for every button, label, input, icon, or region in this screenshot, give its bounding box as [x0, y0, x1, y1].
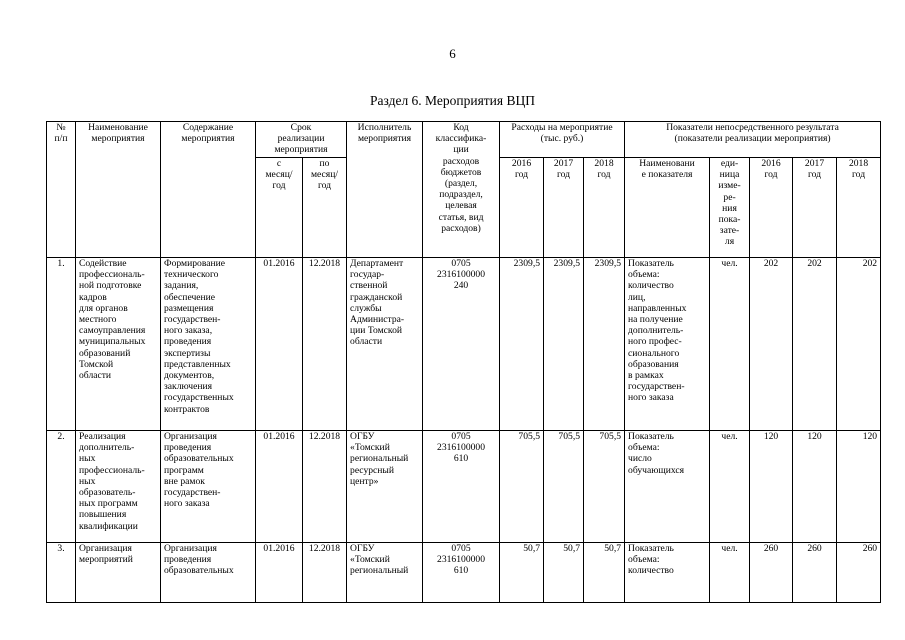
- row-code: 0705 2316100000 610: [423, 543, 500, 603]
- row-val-2017: 120: [793, 431, 837, 543]
- header-expenses: Расходы на мероприятие (тыс. руб.): [500, 122, 625, 158]
- row-name: Содействие профессиональ- ной подготовке кадров для органов местного самоуправления муниципальных образований Томской области: [76, 258, 161, 431]
- row-exp-2016: 2309,5: [500, 258, 544, 431]
- row-unit: чел.: [710, 258, 750, 431]
- header-indicator-name: Наименовани е показателя: [625, 158, 710, 258]
- row-indicator: Показатель объема: количество: [625, 543, 710, 603]
- row-unit: чел.: [710, 431, 750, 543]
- row-val-2017: 260: [793, 543, 837, 603]
- row-num: 2.: [47, 431, 76, 543]
- table-row: [47, 543, 881, 603]
- header-term-to: по месяц/ год: [303, 158, 347, 258]
- row-content: Организация проведения образовательных программ вне рамок государствен- ного заказа: [161, 431, 256, 543]
- measures-table: [46, 121, 881, 603]
- row-to: 12.2018: [303, 431, 347, 543]
- row-unit: чел.: [710, 543, 750, 603]
- row-executor: Департамент государ- ственной гражданской службы Администра- ции Томской области: [347, 258, 423, 431]
- header-exp-2017: 2017 год: [544, 158, 584, 258]
- row-num: 1.: [47, 258, 76, 431]
- row-content: Формирование технического задания, обеспечение размещения государствен- ного заказа, проведения экспертизы представленных документов, заключения государственных контрактов: [161, 258, 256, 431]
- row-to: 12.2018: [303, 543, 347, 603]
- header-val-2017: 2017 год: [793, 158, 837, 258]
- row-num: 3.: [47, 543, 76, 603]
- header-num: № п/п: [47, 122, 76, 258]
- row-from: 01.2016: [256, 431, 303, 543]
- row-content: Организация проведения образовательных: [161, 543, 256, 603]
- row-exp-2017: 50,7: [544, 543, 584, 603]
- table-row: [47, 431, 881, 543]
- header-exp-2018: 2018 год: [584, 158, 625, 258]
- row-exp-2018: 2309,5: [584, 258, 625, 431]
- header-exp-2016: 2016 год: [500, 158, 544, 258]
- row-exp-2018: 705,5: [584, 431, 625, 543]
- page-number: 6: [449, 46, 456, 61]
- row-exp-2017: 2309,5: [544, 258, 584, 431]
- header-val-2016: 2016 год: [750, 158, 793, 258]
- row-name: Реализация дополнитель- ных профессиональ- ных образователь- ных программ повышения квалификации: [76, 431, 161, 543]
- row-code: 0705 2316100000 240: [423, 258, 500, 431]
- row-indicator: Показатель объема: количество лиц, направленных на получение дополнитель- ного профес- сионального образования в рамках государствен- ного заказа: [625, 258, 710, 431]
- row-val-2016: 260: [750, 543, 793, 603]
- row-to: 12.2018: [303, 258, 347, 431]
- row-exp-2016: 50,7: [500, 543, 544, 603]
- row-val-2018: 202: [837, 258, 881, 431]
- section-title: Раздел 6. Мероприятия ВЦП: [370, 93, 535, 108]
- row-val-2016: 120: [750, 431, 793, 543]
- header-term: Срок реализации мероприятия: [256, 122, 347, 158]
- row-executor: ОГБУ «Томский региональный: [347, 543, 423, 603]
- header-executor: Исполнитель мероприятия: [347, 122, 423, 258]
- table-row: [47, 258, 881, 431]
- row-val-2018: 260: [837, 543, 881, 603]
- row-executor: ОГБУ «Томский региональный ресурсный центр»: [347, 431, 423, 543]
- row-val-2016: 202: [750, 258, 793, 431]
- header-content: Содержание мероприятия: [161, 122, 256, 258]
- header-val-2018: 2018 год: [837, 158, 881, 258]
- row-exp-2017: 705,5: [544, 431, 584, 543]
- row-from: 01.2016: [256, 543, 303, 603]
- row-indicator: Показатель объема: число обучающихся: [625, 431, 710, 543]
- header-unit: еди- ница изме- ре- ния пока- зате- ля: [710, 158, 750, 258]
- header-term-from: с месяц/ год: [256, 158, 303, 258]
- row-from: 01.2016: [256, 258, 303, 431]
- row-code: 0705 2316100000 610: [423, 431, 500, 543]
- row-name: Организация мероприятий: [76, 543, 161, 603]
- row-val-2017: 202: [793, 258, 837, 431]
- header-results: Показатели непосредственного результата (показатели реализации мероприятия): [625, 122, 881, 158]
- header-code: Код классифика- ции расходов бюджетов (раздел, подраздел, целевая статья, вид расходов): [423, 122, 500, 258]
- header-name: Наименование мероприятия: [76, 122, 161, 258]
- row-exp-2016: 705,5: [500, 431, 544, 543]
- row-val-2018: 120: [837, 431, 881, 543]
- row-exp-2018: 50,7: [584, 543, 625, 603]
